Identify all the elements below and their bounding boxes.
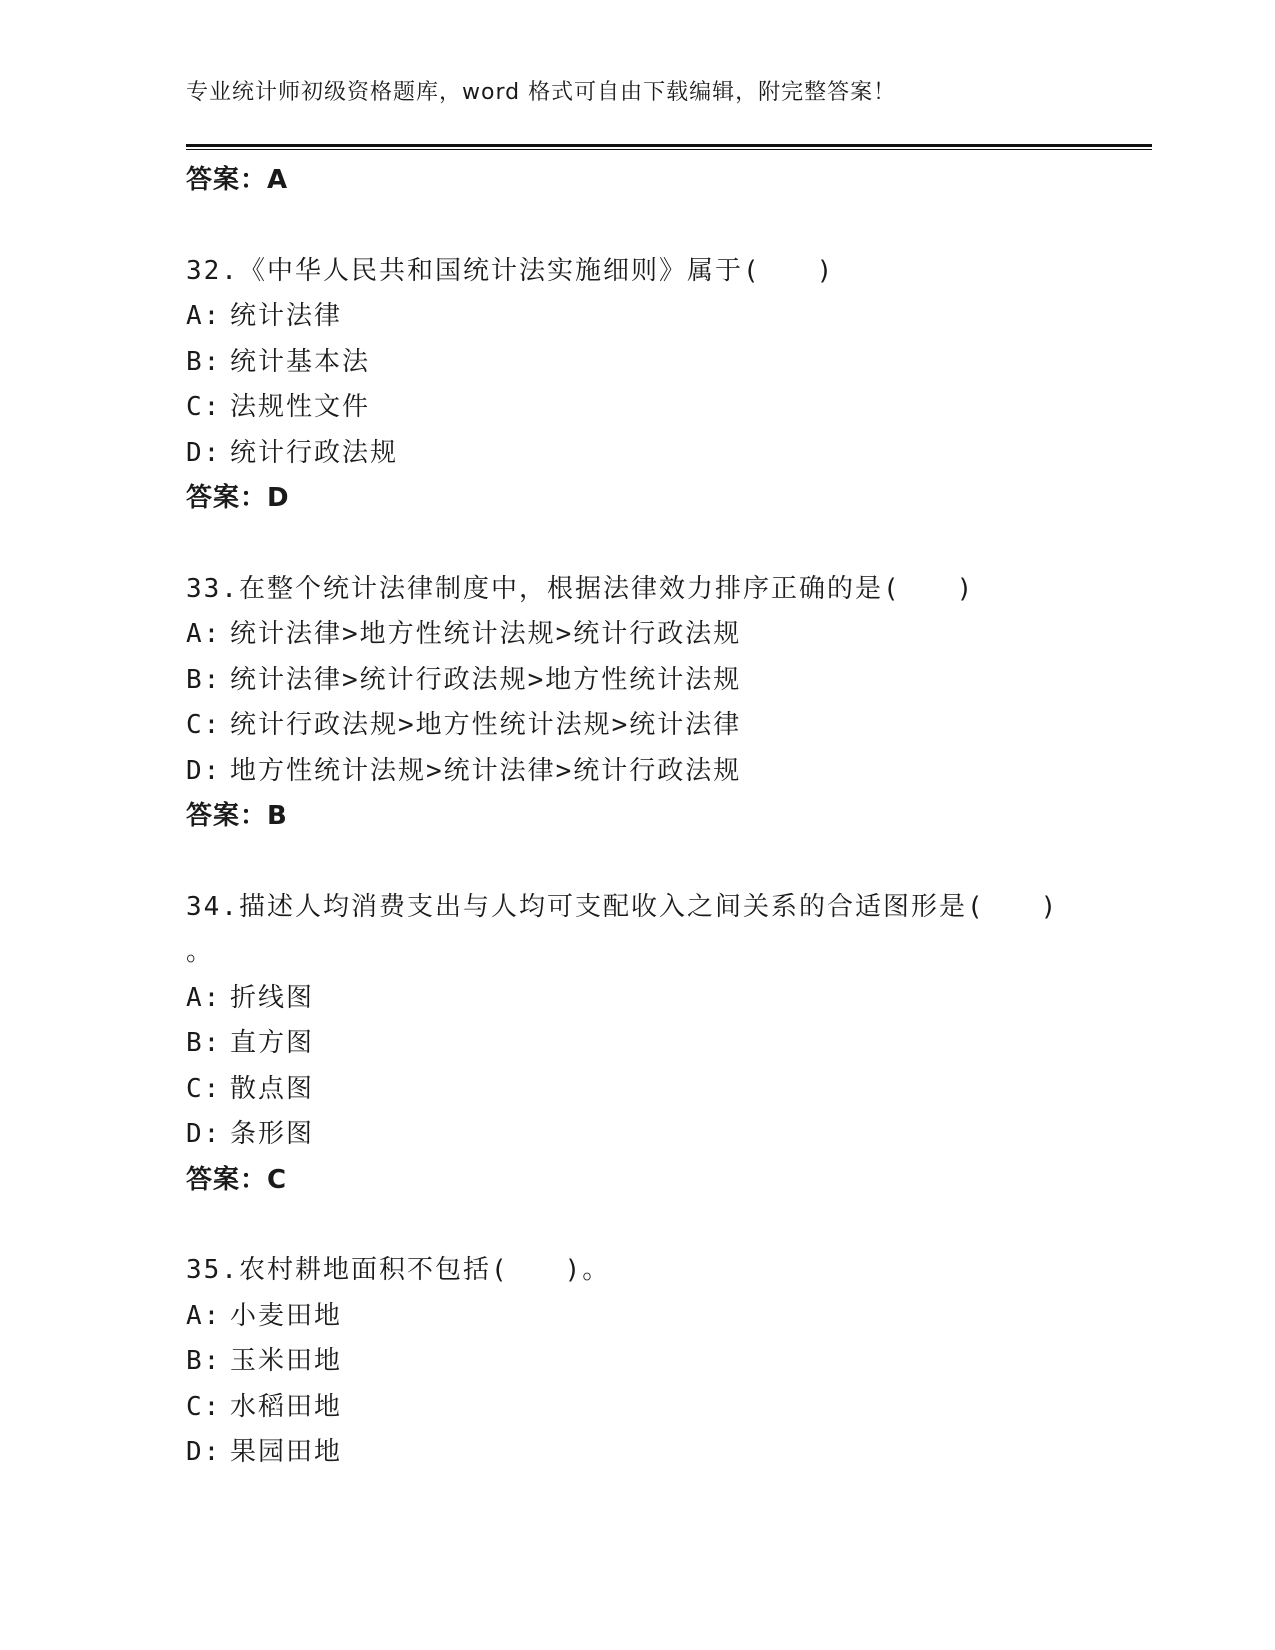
option-text: 统计行政法规>地方性统计法规>统计法律	[230, 710, 742, 740]
option-b	[186, 1339, 1152, 1385]
option-letter: A:	[186, 619, 222, 649]
option-text: 水稻田地	[230, 1391, 343, 1422]
answer: 答案：B	[186, 801, 288, 831]
option-text: 统计基本法	[230, 346, 371, 377]
option-a	[186, 612, 1152, 658]
header-rule-thin	[186, 149, 1152, 150]
option-letter: A:	[186, 982, 222, 1013]
question-33	[186, 567, 1152, 840]
question-34	[186, 885, 1152, 1204]
option-letter: B:	[186, 346, 222, 377]
option-a	[186, 294, 1152, 340]
option-letter: D:	[186, 755, 222, 786]
question-stem: 33.在整个统计法律制度中，根据法律效力排序正确的是( )	[186, 573, 975, 604]
option-text: 统计法律	[230, 301, 343, 331]
question-list	[186, 158, 1152, 1476]
option-c	[186, 1385, 1152, 1431]
option-letter: B:	[186, 1346, 222, 1376]
question-stem: 34.描述人均消费支出与人均可支配收入之间关系的合适图形是( )	[186, 891, 1059, 922]
answer: 答案：C	[186, 1164, 288, 1195]
option-text: 条形图	[230, 1119, 315, 1149]
option-text: 玉米田地	[230, 1346, 343, 1376]
option-b	[186, 1021, 1152, 1067]
option-d	[186, 1430, 1152, 1476]
question-32	[186, 249, 1152, 522]
option-text: 果园田地	[230, 1437, 343, 1467]
option-text: 散点图	[230, 1073, 315, 1104]
question-stem-continuation: 。	[186, 937, 215, 967]
question-stem: 32.《中华人民共和国统计法实施细则》属于( )	[186, 255, 835, 286]
option-text: 直方图	[230, 1028, 315, 1058]
option-text: 统计法律>地方性统计法规>统计行政法规	[230, 619, 742, 649]
option-letter: D:	[186, 1119, 222, 1149]
option-d	[186, 749, 1152, 795]
option-letter: C:	[186, 1073, 222, 1104]
option-b	[186, 340, 1152, 386]
option-text: 统计法律>统计行政法规>地方性统计法规	[230, 664, 742, 695]
option-a	[186, 976, 1152, 1022]
option-a	[186, 1294, 1152, 1340]
question-stem: 35.农村耕地面积不包括( )。	[186, 1255, 611, 1285]
option-letter: D:	[186, 1437, 222, 1467]
option-text: 统计行政法规	[230, 437, 399, 468]
option-letter: A:	[186, 1300, 222, 1331]
answer: 答案：D	[186, 483, 290, 513]
previous-answer: 答案：A	[186, 165, 289, 195]
question-35	[186, 1248, 1152, 1476]
option-c	[186, 385, 1152, 431]
option-letter: A:	[186, 301, 222, 331]
option-d	[186, 1112, 1152, 1158]
option-text: 地方性统计法规>统计法律>统计行政法规	[230, 755, 742, 786]
option-text: 法规性文件	[230, 392, 371, 422]
option-c	[186, 1067, 1152, 1113]
option-d	[186, 431, 1152, 477]
header-rule-thick	[186, 144, 1152, 147]
option-letter: B:	[186, 664, 222, 695]
option-letter: D:	[186, 437, 222, 468]
option-c	[186, 703, 1152, 749]
option-b	[186, 658, 1152, 704]
option-letter: C:	[186, 1391, 222, 1422]
option-text: 折线图	[230, 982, 315, 1013]
header-note: 专业统计师初级资格题库，word 格式可自由下载编辑，附完整答案！	[186, 80, 897, 105]
option-text: 小麦田地	[230, 1300, 343, 1331]
option-letter: C:	[186, 710, 222, 740]
option-letter: C:	[186, 392, 222, 422]
option-letter: B:	[186, 1028, 222, 1058]
